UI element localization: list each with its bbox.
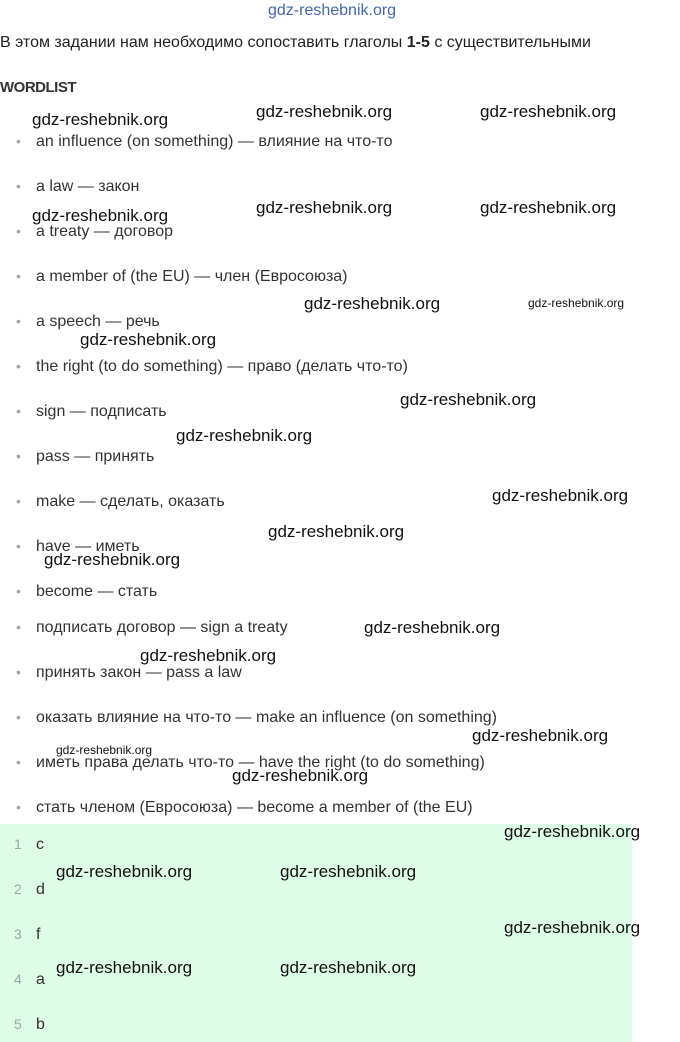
list-item: • иметь права делать что-то — have the right (to do something) [18,754,467,772]
answer-number: 3 [14,926,22,942]
watermark: gdz-reshebnik.org [56,743,153,757]
watermark: gdz-reshebnik.org [268,522,405,541]
watermark: gdz-reshebnik.org [492,486,629,505]
intro-bold-range: 1-5 [406,34,430,51]
answer-number: 4 [14,971,22,987]
list-item: • стать членом (Евросоюза) — become a member of (the EU) [18,799,455,817]
list-item: • become — стать [18,583,139,601]
list-item: • принять закон — pass a law [18,664,224,682]
watermark: gdz-reshebnik.org [56,958,193,977]
watermark: gdz-reshebnik.org [32,206,169,225]
list-item: • a speech — речь [18,313,142,331]
watermark: gdz-reshebnik.org [80,330,217,349]
watermark: gdz-reshebnik.org [528,296,625,310]
answer-row [0,881,632,905]
answer-number: 5 [14,1016,22,1032]
watermark: gdz-reshebnik.org [364,618,501,637]
watermark: gdz-reshebnik.org [472,726,609,745]
watermark: gdz-reshebnik.org [480,198,617,217]
answer-number: 2 [14,881,22,897]
site-link[interactable]: gdz-reshebnik.org [268,2,397,19]
watermark: gdz-reshebnik.org [232,766,369,785]
intro-text-before: В этом задании нам необходимо сопоставить глаголы [0,34,407,51]
watermark: gdz-reshebnik.org [304,294,441,313]
wordlist-title: WORDLIST [0,79,76,96]
watermark: gdz-reshebnik.org [256,198,393,217]
watermark: gdz-reshebnik.org [504,918,641,937]
watermark: gdz-reshebnik.org [44,550,181,569]
task-intro [0,34,591,52]
list-item: • an influence (on something) — влияние на что-то [18,133,374,151]
watermark: gdz-reshebnik.org [504,822,641,841]
watermark: gdz-reshebnik.org [280,862,417,881]
answer-value: d [36,881,45,898]
list-item: • have — иметь [18,538,122,556]
list-item: • a member of (the EU) — член (Евросоюза) [18,268,330,286]
watermark: gdz-reshebnik.org [280,958,417,977]
watermark: gdz-reshebnik.org [56,862,193,881]
answer-value: a [36,971,45,988]
list-item: • подписать договор — sign a treaty [18,619,270,637]
watermark: gdz-reshebnik.org [400,390,537,409]
list-item: • оказать влияние на что-то — make an influence (on something) [18,709,479,727]
list-item: • pass — принять [18,448,136,466]
list-item: • a treaty — договор [18,223,155,241]
answer-value: c [36,836,44,853]
watermark: gdz-reshebnik.org [480,102,617,121]
list-item: • a law — закон [18,178,121,196]
answer-number: 1 [14,836,22,852]
watermark: gdz-reshebnik.org [176,426,313,445]
answer-row [0,1016,632,1040]
watermark: gdz-reshebnik.org [140,646,277,665]
answer-value: f [36,926,41,943]
list-item: • the right (to do something) — право (делать что-то) [18,358,390,376]
watermark: gdz-reshebnik.org [32,110,169,129]
watermark: gdz-reshebnik.org [256,102,393,121]
answer-value: b [36,1016,45,1033]
list-item: • sign — подписать [18,403,149,421]
intro-text-after: с существительными [429,34,591,51]
list-item: • make — сделать, оказать [18,493,207,511]
